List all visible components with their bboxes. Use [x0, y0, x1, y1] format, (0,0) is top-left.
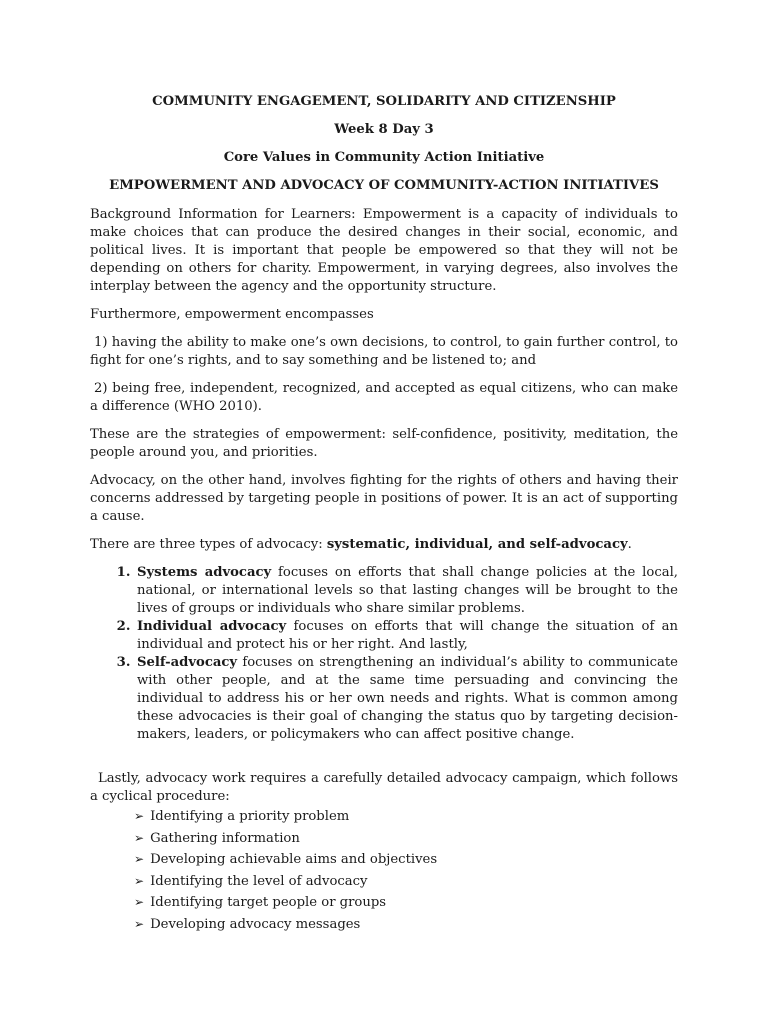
advocacy-term: Self-advocacy	[137, 655, 238, 670]
advocacy-paragraph: Advocacy, on the other hand, involves fighting for the rights of others and having their concerns addressed by targeting people in positions of power. It is an act of supporting a cause.	[90, 473, 678, 524]
procedure-list	[90, 806, 678, 935]
strategies-paragraph: These are the strategies of empowerment: self-confidence, positivity, meditation, the people around you, and priorities.	[90, 427, 678, 460]
course-title: COMMUNITY ENGAGEMENT, SOLIDARITY AND CITIZENSHIP	[152, 94, 616, 109]
spacer	[90, 754, 678, 770]
advocacy-term: Systems advocacy	[137, 565, 272, 580]
list-item	[135, 654, 678, 744]
furthermore-paragraph: Furthermore, empowerment encompasses	[90, 307, 374, 322]
empowerment-point-1: 1) having the ability to make one’s own decisions, to control, to gain further control, to fight for one’s rights, and to say something and be listened to; and	[90, 335, 678, 368]
types-bold: systematic, individual, and self-advocacy	[326, 537, 628, 552]
week-day-label: Week 8 Day 3	[334, 122, 434, 137]
list-item	[135, 618, 678, 654]
list-item: ➢ Identifying a priority problem	[134, 806, 678, 828]
list-item: ➢ Developing achievable aims and objectives	[134, 849, 678, 871]
advocacy-description: focuses on efforts that shall change policies at the local, national, or international levels so that lasting changes will be brought to the lives of groups or individuals who share similar problems.	[137, 565, 679, 616]
empowerment-point-2: 2) being free, independent, recognized, and accepted as equal citizens, who can make a difference (WHO 2010).	[90, 381, 678, 414]
advocacy-description: focuses on efforts that will change the situation of an individual and protect his or her right. And lastly,	[137, 619, 678, 652]
list-item: ➢ Identifying the level of advocacy	[134, 871, 678, 893]
advocacy-term: Individual advocacy	[137, 619, 287, 634]
types-lead: There are three types of advocacy:	[90, 537, 327, 552]
lesson-title: Core Values in Community Action Initiative	[223, 150, 545, 165]
background-paragraph: Background Information for Learners: Empowerment is a capacity of individuals to make choices that can produce the desired changes in their social, economic, and political lives. It is important that people be empowered so that they will not be depending on others for charity. Empowerment, in varying degrees, also involves the interplay between the agency and the opportunity structure.	[90, 207, 678, 294]
list-item: ➢ Gathering information	[134, 828, 678, 850]
list-item: ➢ Developing advocacy messages	[134, 914, 678, 936]
list-item: ➢ Identifying target people or groups	[134, 892, 678, 914]
types-end: .	[627, 537, 632, 552]
topic-title: EMPOWERMENT AND ADVOCACY OF COMMUNITY-ACTION INITIATIVES	[109, 178, 659, 193]
document-body	[90, 206, 678, 935]
advocacy-description: focuses on strengthening an individual’s ability to communicate with other people, and at the same time persuading and convincing the individual to address his or her own needs and rights. What is common among these advocacies is their goal of changing the status quo by targeting decision-makers, leaders, or policymakers who can affect positive change.	[137, 655, 678, 742]
campaign-intro: Lastly, advocacy work requires a carefully detailed advocacy campaign, which follows a cyclical procedure:	[90, 771, 678, 804]
list-item	[135, 564, 678, 618]
types-paragraph	[90, 536, 678, 554]
advocacy-types-list	[90, 564, 678, 744]
